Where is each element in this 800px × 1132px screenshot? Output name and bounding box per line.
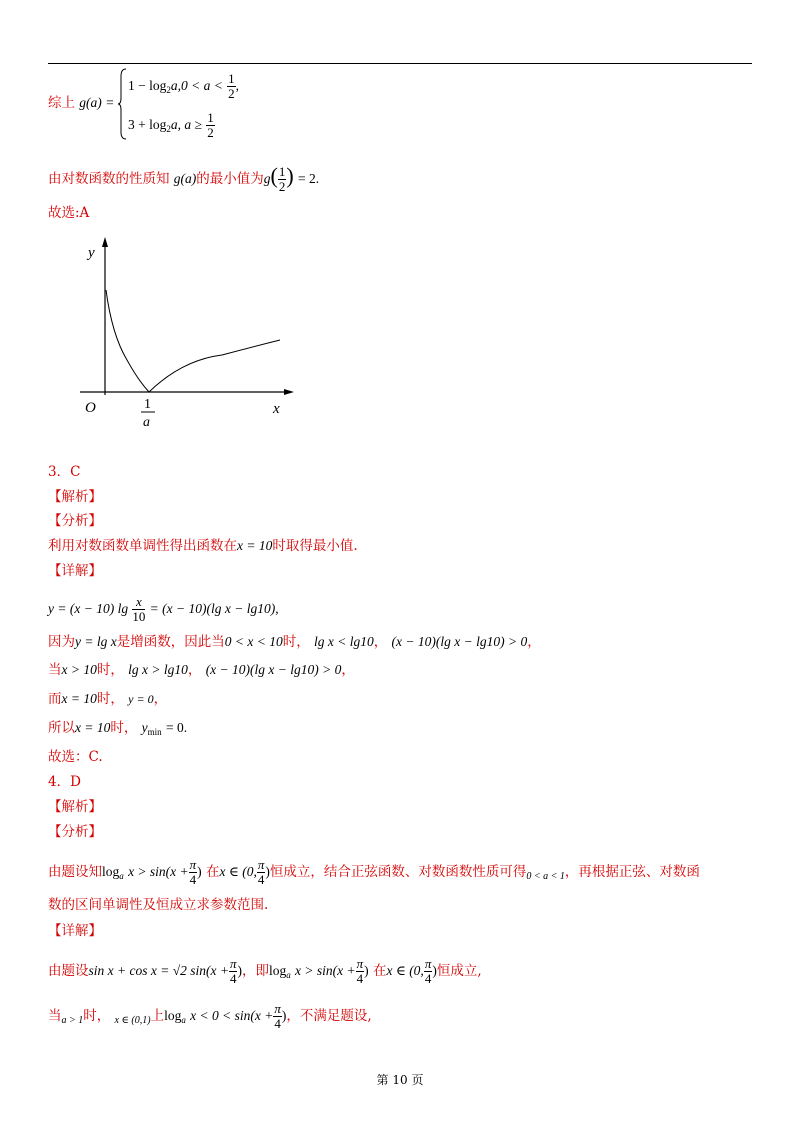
frac-num: 1: [207, 110, 214, 125]
q4-close: ): [364, 963, 369, 978]
q4-ineq: x > sin(x +: [128, 864, 189, 879]
q3-l1-expr4: (x − 10)(lg x − lg10) > 0: [391, 634, 528, 649]
q4-d2-a: 当: [48, 1008, 62, 1024]
q3-analysis-expr: x = 10: [237, 538, 273, 553]
choice-a: 故选:A: [48, 205, 90, 221]
q3-l2-b: 时，: [96, 662, 124, 678]
q3-l3-expr2: y = 0: [128, 692, 154, 706]
q4-analysis-b: 恒成立，结合正弦函数、对数函数性质可得: [269, 864, 527, 880]
q4-analysis-a: 由题设知: [48, 864, 102, 880]
q4-log: log: [268, 963, 287, 978]
equals-sign: =: [106, 95, 114, 110]
q3-l4-c: .: [183, 720, 188, 735]
case2-expr: 3 + log: [128, 117, 167, 132]
q3-line3: [48, 689, 167, 709]
q4-log: log: [102, 864, 120, 879]
q4-close: ): [197, 864, 202, 879]
pi-den: 4: [229, 971, 237, 986]
q3-l4-y: y: [141, 720, 148, 735]
case1: [128, 72, 239, 101]
origin-label: O: [85, 400, 96, 416]
q4-close: ): [432, 963, 437, 978]
q3-choice: 故选：C.: [48, 749, 103, 765]
log-prop-g: g: [263, 171, 271, 186]
case1-frac: [227, 72, 236, 101]
q4-close: ): [237, 963, 242, 978]
q3-eq-right: = (x − 10)(lg x − lg10): [149, 601, 276, 616]
q4-d2-c: 上: [150, 1008, 165, 1024]
q4-detail-header: 【详解】: [48, 923, 102, 939]
q3-analysis-a: 利用对数函数单调性得出函数在: [48, 538, 237, 554]
q4-in: 在: [205, 864, 220, 880]
log-prop-func: g(a): [173, 171, 197, 186]
x-label: x: [273, 401, 280, 417]
q3-l1-b: 是增函数，因此当: [116, 634, 225, 650]
pi-den: 4: [257, 872, 265, 887]
paren-close: ): [286, 163, 294, 188]
q3-line2: [48, 660, 355, 680]
pi-den: 4: [356, 971, 364, 986]
q3-l1-expr1: y = lg x: [75, 634, 117, 649]
q3-l2-a: 当: [48, 662, 62, 678]
q4-interval: x ∈ (0,: [386, 963, 424, 978]
q3-l2-expr3: (x − 10)(lg x − lg10) > 0: [205, 662, 342, 677]
q4-d2-expr: x < 0 < sin(x +: [190, 1008, 274, 1023]
tick-den: a: [143, 415, 150, 430]
pi-num: π: [356, 956, 364, 971]
case2-rest: a, a ≥: [170, 117, 202, 132]
q4-fenxi-header: 【分析】: [48, 824, 102, 840]
q4-analysis-c: ，再根据正弦、对数函: [564, 864, 700, 880]
q4-d2-frac: [273, 1002, 282, 1031]
q4-log-base: a: [286, 970, 291, 980]
q3-analysis-b: 时取得最小值.: [272, 538, 358, 554]
q4-analysis-line1: [48, 858, 700, 887]
function-graph: [72, 235, 302, 430]
q3-l2-d: ，: [341, 662, 355, 678]
curve-right: [149, 340, 280, 392]
log-prop-value: = 2: [298, 171, 316, 186]
q4-log-base: a: [181, 1015, 186, 1025]
q4-interval: x ∈ (0,: [219, 864, 257, 879]
q4-d2-d: ，不满足题设,: [286, 1008, 372, 1024]
log-prop-line: [48, 165, 319, 194]
frac-num: 1: [278, 164, 286, 179]
pi-num: π: [257, 857, 265, 872]
q3-l1-expr3: lg x < lg10: [314, 634, 374, 649]
q4-detail-line2: [48, 1002, 372, 1031]
q3-frac-den: 10: [132, 609, 146, 624]
q3-l3-b: 时，: [96, 691, 124, 707]
summary-func: g(a): [79, 95, 102, 110]
q3-analysis: [48, 536, 358, 556]
q3-l1-d: ，: [373, 634, 388, 650]
q4-cond: 0 < a < 1: [526, 871, 565, 882]
summary-label: 综上: [48, 95, 75, 111]
q3-l3-expr1: x = 10: [61, 691, 97, 706]
q3-line4: [48, 718, 187, 742]
frac-den: 2: [228, 86, 235, 101]
pi-den: 4: [274, 1016, 281, 1031]
pi-num: π: [274, 1001, 281, 1016]
q4-d2-b: 时，: [83, 1008, 111, 1024]
q4-d2-range: x ∈ (0,1): [114, 1015, 151, 1026]
q3-eq-left: y = (x − 10) lg: [48, 601, 129, 616]
q3-eq-frac: [132, 595, 145, 624]
case2: [128, 111, 215, 140]
q3-l1-c: 时，: [282, 634, 310, 650]
q4-close: ): [281, 1008, 287, 1023]
tick-num: 1: [144, 397, 151, 412]
log-prop-end: .: [315, 171, 320, 186]
case1-base: 2: [166, 85, 171, 95]
q4-pi-frac: [189, 858, 198, 887]
q3-l2-c: ，: [187, 662, 202, 678]
q4-log-base: a: [119, 871, 124, 881]
y-label: y: [88, 245, 95, 261]
q4-d2-cond: a > 1: [61, 1015, 84, 1026]
frac-den: 2: [207, 125, 214, 140]
q3-frac-num: x: [132, 595, 145, 610]
q4-log: log: [164, 1008, 182, 1023]
header-rule: [48, 63, 752, 64]
q3-l3-a: 而: [48, 691, 62, 707]
q4-d1-expr: sin x + cos x = √2 sin(x +: [88, 963, 229, 978]
paren-open: (: [270, 163, 278, 188]
q3-l2-expr2: lg x > lg10: [128, 662, 188, 677]
q3-line1: [48, 632, 541, 652]
curve-left: [106, 290, 149, 392]
q3-detail-header: 【详解】: [48, 563, 102, 579]
q3-l1-e: ，: [527, 634, 541, 650]
q3-l4-expr1: x = 10: [75, 720, 111, 735]
case1-expr: 1 − log: [128, 78, 167, 93]
q3-l1-expr2: 0 < x < 10: [224, 634, 283, 649]
q3-analysis-header: 【解析】: [48, 489, 102, 505]
case1-rest: a,0 < a <: [170, 78, 223, 93]
q3-equation: [48, 595, 279, 624]
pi-den: 4: [424, 971, 432, 986]
pi-num: π: [424, 956, 432, 971]
pi-num: π: [189, 857, 197, 872]
q4-d1-c: 恒成立,: [436, 963, 482, 979]
log-prop-b: 的最小值为: [196, 171, 264, 187]
q3-l3-c: ，: [153, 691, 168, 707]
x-axis-arrow: [284, 389, 294, 395]
q4-d1-frac2: [356, 957, 365, 986]
q3-l4-val: = 0: [165, 720, 184, 735]
q4-label: 4．D: [48, 774, 81, 790]
frac-den: 2: [278, 179, 286, 194]
pi-num: π: [229, 956, 237, 971]
log-prop-a: 由对数函数的性质知: [48, 171, 170, 187]
summary-line: [48, 93, 114, 113]
q3-l4-min: min: [147, 727, 162, 737]
q4-d1-b: ，即: [241, 963, 269, 979]
q3-eq-end: ,: [275, 601, 279, 616]
q3-label: 3．C: [48, 464, 81, 480]
case2-base: 2: [166, 124, 171, 134]
q3-fenxi-header: 【分析】: [48, 513, 102, 529]
q4-analysis-line2: 数的区间单调性及恒成立求参数范围.: [48, 897, 269, 913]
q3-l4-b: 时，: [110, 720, 138, 736]
q4-close: ): [265, 864, 270, 879]
page-footer: 第 10 页: [376, 1073, 424, 1087]
q4-d1-a: 由题设: [48, 963, 89, 979]
q3-l1-a: 因为: [48, 634, 75, 650]
q4-detail-line1: [48, 957, 482, 986]
pi-den: 4: [189, 872, 197, 887]
case2-frac: [206, 111, 215, 140]
q3-l4-a: 所以: [48, 720, 75, 736]
q3-l2-expr1: x > 10: [61, 662, 97, 677]
y-axis-arrow: [102, 237, 108, 247]
frac-num: 1: [228, 71, 235, 86]
q4-ineq: x > sin(x +: [295, 963, 356, 978]
q4-analysis-header: 【解析】: [48, 799, 102, 815]
case1-comma: ,: [235, 78, 240, 93]
piecewise-brace: [118, 68, 128, 140]
q4-in: 在: [372, 963, 387, 979]
